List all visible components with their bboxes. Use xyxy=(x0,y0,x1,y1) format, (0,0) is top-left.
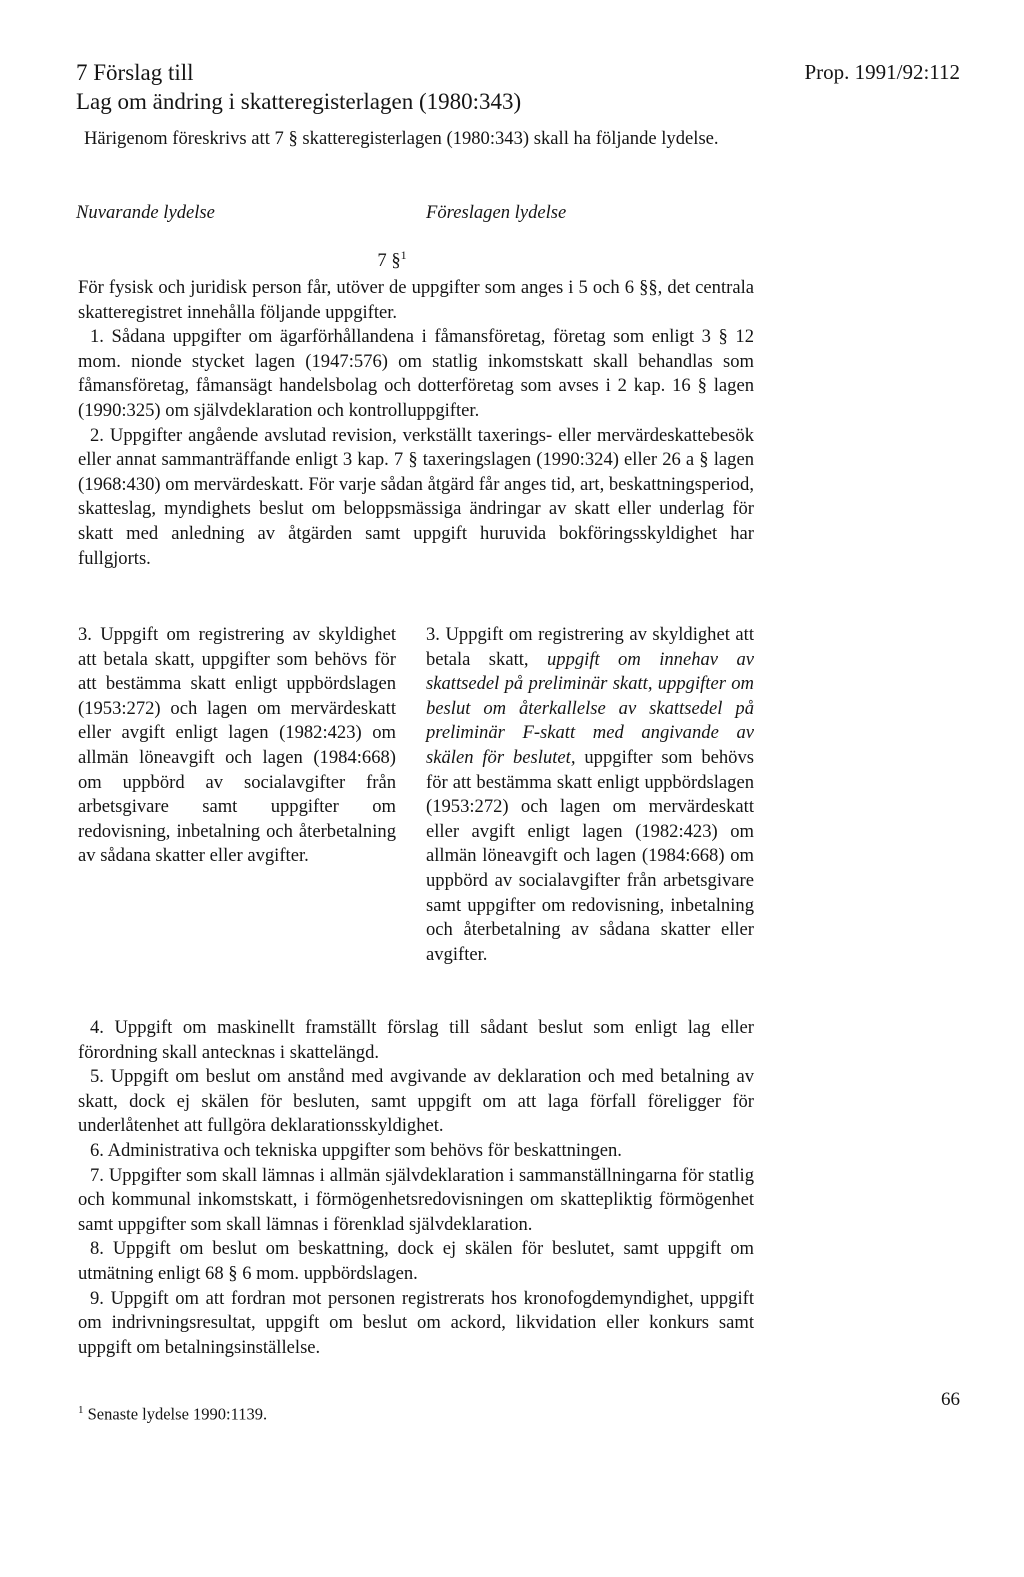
intro-text: Härigenom föreskrivs att 7 § skatteregisterlagen (1980:343) skall ha följande lydelse. xyxy=(84,128,719,149)
proposed-wording-label: Föreslagen lydelse xyxy=(426,202,567,223)
item-3-proposed-column xyxy=(426,623,754,967)
footnote-mark: 1 xyxy=(78,1404,84,1416)
chapter-heading: 7 Förslag till xyxy=(76,60,194,85)
item-4: 4. Uppgift om maskinellt framställt förslag till sådant beslut som enligt lag eller förordning skall antecknas i skattelängd. xyxy=(78,1017,754,1063)
item-3-current: 3. Uppgift om registrering av skyldighet att betala skatt, uppgifter som behövs för att bestämma skatt enligt uppbördslagen (1953:272) och lagen om mervärdeskatt eller avgift enligt lagen (1982:423) om allmän löneavgift och lagen (1984:668) om uppbörd av socialavgifter från arbetsgivare samt uppgifter om redovisning, inbetalning och återbetalning av sådana skatter eller avgifter. xyxy=(78,624,396,867)
page-number: 66 xyxy=(941,1389,960,1410)
lower-section xyxy=(78,1016,754,1360)
item-3-proposed-end: uppgifter som behövs för att bestämma skatt enligt uppbördslagen (1953:272) och lagen om mervärdeskatt eller avgift enligt lagen (1982:423) om allmän löneavgift och lagen (1984:668) om uppbörd av socialavgifter från arbetsgivare samt uppgifter om redovisning, inbetalning och återbetalning av sådana skatter eller avgifter. xyxy=(426,746,754,965)
item-2: 2. Uppgifter angående avslutad revision, verkställt taxerings- eller mervärdeskattebesök eller annat sammanträffande enligt 3 kap. 7 § taxeringslagen (1990:324) eller 26 a § lagen (1968:430) om mervärdeskatt. För varje sådan åtgärd får anges tid, art, beskattningsperiod, skatteslag, myndighets beslut om beloppsmässiga ändringar av skatt eller underlag för skatt med anledning av åtgärden samt uppgift huruvida bokföringsskyldighet har fullgjorts. xyxy=(78,424,754,569)
item-8: 8. Uppgift om beslut om beskattning, dock ej skälen för beslutet, samt uppgift om utmätning enligt 68 § 6 mom. uppbördslagen. xyxy=(78,1238,754,1284)
footnote xyxy=(78,1404,267,1425)
law-title: Lag om ändring i skatteregisterlagen (1980:343) xyxy=(76,89,522,114)
paragraph-heading xyxy=(0,248,1024,272)
paragraph-number: 7 § xyxy=(377,250,401,272)
full-width-section xyxy=(78,276,754,571)
item-9: 9. Uppgift om att fordran mot personen registrerats hos kronofogdemyndighet, uppgift om indrivningsresultat, uppgift om beslut om ackord, likvidation eller konkurs samt uppgift om betalningsinställelse. xyxy=(78,1287,754,1358)
item-1: 1. Sådana uppgifter om ägarförhållandena i fåmansföretag, företag som enligt 3 § 12 mom. nionde stycket lagen (1947:576) om statlig inkomstskatt skall behandlas som fåmansföretag, fåmansägt handelsbolag och dotterföretag som avses i 2 kap. 16 § lagen (1990:325) om självdeklaration och kontrolluppgifter. xyxy=(78,326,754,421)
prop-reference: Prop. 1991/92:112 xyxy=(804,60,960,84)
item-5: 5. Uppgift om beslut om anstånd med avgivande av deklaration och med betalning av skatt, dock ej skälen för besluten, samt uppgift om att laga förfall föreligger för underlåtenhet att fullgöra deklarationsskyldighet. xyxy=(78,1066,754,1137)
item-6: 6. Administrativa och tekniska uppgifter som behövs för beskattningen. xyxy=(90,1139,622,1161)
footnote-text: Senaste lydelse 1990:1139. xyxy=(87,1404,268,1424)
item-7: 7. Uppgifter som skall lämnas i allmän självdeklaration i sammanställningarna för statlig och kommunal inkomstskatt, i förmögenhetsredovisningen om skattepliktig förmögenhet samt uppgifter som skall lämnas i förenklad självdeklaration. xyxy=(78,1164,754,1235)
item-3-proposed-start: 3. Uppgift om registrering av skyldighet att betala skatt, xyxy=(426,624,754,670)
item-3-proposed xyxy=(426,623,754,967)
current-wording-label: Nuvarande lydelse xyxy=(76,202,215,223)
item-3-current-column xyxy=(78,623,396,869)
footnote-ref: 1 xyxy=(400,248,407,262)
item-3-proposed-new-text: uppgift om innehav av skattsedel på preliminär skatt, uppgifter om beslut om återkallelse av skattsedel på preliminär F-skatt med angivande av skälen för beslutet, xyxy=(426,648,755,768)
paragraph-intro: För fysisk och juridisk person får, utöver de uppgifter som anges i 5 och 6 §§, det centrala skatteregistret innehålla följande uppgifter. xyxy=(78,277,754,323)
